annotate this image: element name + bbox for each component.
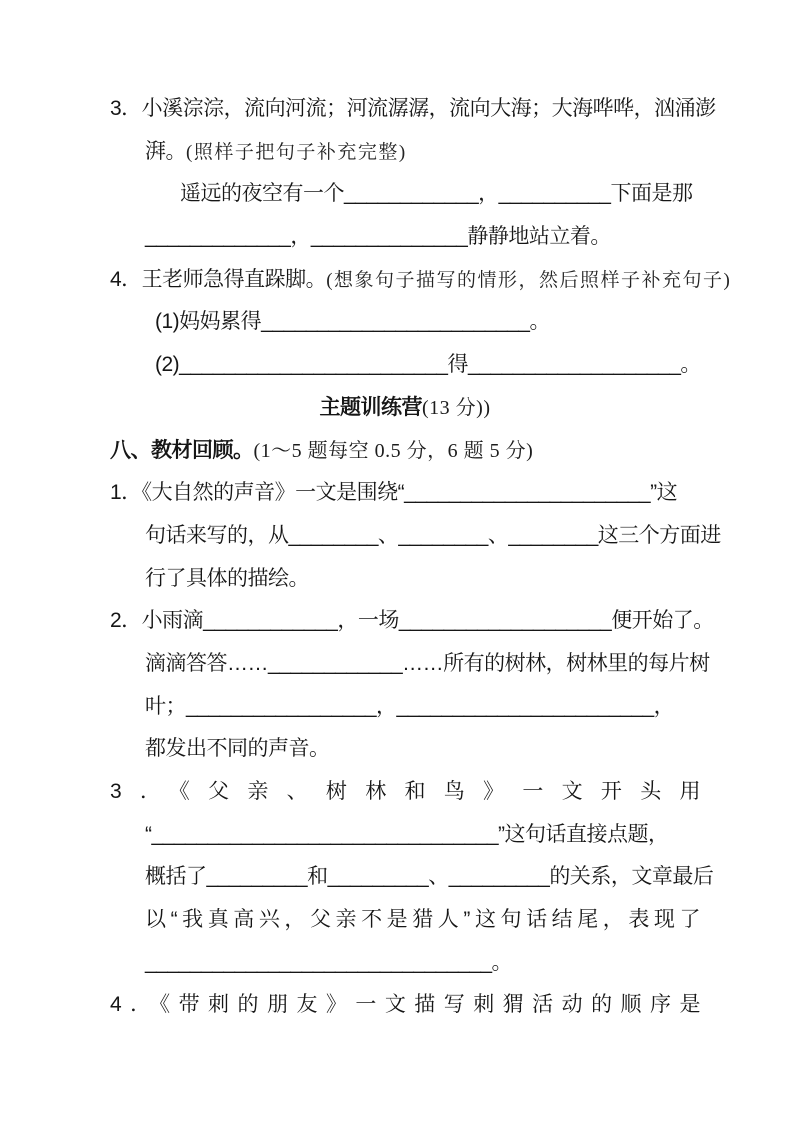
line-text: 4．《带刺的朋友》一文描写刺猬活动的顺序是 — [110, 993, 700, 1017]
instruction-hint: (想象句子描写的情形，然后照样子补充句子) — [326, 269, 732, 291]
line-text: 概括了_________和_________、_________的关系，文章最后 — [145, 865, 714, 889]
q3-fill-line2 — [110, 216, 700, 259]
q4-sub1 — [110, 301, 700, 344]
s8-q2-line1 — [110, 600, 714, 643]
s8-q3-line5 — [110, 942, 700, 985]
s8-q2-line4 — [110, 728, 700, 771]
q3-stem-line2 — [110, 131, 700, 174]
q3-fill-line1 — [110, 173, 700, 216]
heading-score: (13 分)) — [422, 396, 491, 419]
line-text: 湃。 — [145, 139, 186, 163]
line-text: 叶；_________________，_______________________， — [145, 694, 675, 718]
s8-q3-line1 — [110, 771, 700, 814]
line-text: 2．小雨滴____________，一场___________________便开始了。 — [110, 609, 714, 633]
line-text: 句话来写的，从________、________、________这三个方面进 — [145, 523, 721, 547]
line-text: 3．小溪淙淙，流向河流；河流潺潺，流向大海；大海哗哗，汹涌澎 — [110, 97, 716, 120]
line-text: 滴滴答答……____________……所有的树林，树林里的每片树 — [145, 651, 710, 675]
line-text: 以“我真高兴，父亲不是猎人”这句话结尾，表现了 — [145, 908, 700, 932]
worksheet-content — [110, 88, 732, 1027]
section8-heading — [110, 430, 700, 473]
s8-q2-line2 — [110, 643, 710, 686]
s8-q2-line3 — [110, 686, 700, 729]
line-text: (2)________________________得___________________。 — [155, 353, 701, 377]
s8-q1-line1 — [110, 472, 700, 515]
line-text: “_______________________________”这句话直接点题， — [145, 822, 669, 846]
s8-q4-line1 — [110, 984, 700, 1027]
line-text: 行了具体的描绘。 — [145, 566, 309, 590]
line-text: _____________，______________静静地站立着。 — [145, 225, 611, 249]
q4-stem — [110, 259, 732, 302]
s8-q1-line3 — [110, 558, 700, 601]
s8-q3-line2 — [110, 814, 700, 857]
line-text: 4．王老师急得直跺脚。 — [110, 267, 327, 291]
heading-text: 主题训练营 — [319, 395, 422, 419]
section-title: 八、教材回顾。 — [110, 438, 254, 462]
theme-training-heading — [110, 387, 700, 430]
line-text: _______________________________。 — [145, 950, 513, 974]
s8-q1-line2 — [110, 515, 721, 558]
q4-sub2 — [110, 344, 700, 387]
line-text: 3．《父亲、树林和鸟》一文开头用 — [110, 780, 700, 803]
line-text: (1)妈妈累得________________________。 — [155, 310, 550, 334]
line-text: 遥远的夜空有一个____________，__________下面是那 — [180, 182, 693, 206]
line-text: 都发出不同的声音。 — [145, 737, 330, 761]
instruction-hint: (照样子把句子补充完整) — [186, 141, 407, 163]
section-score: (1～5 题每空 0.5 分，6 题 5 分) — [253, 439, 534, 462]
line-text: 1．《大自然的声音》一文是围绕“______________________”这 — [110, 481, 678, 505]
s8-q3-line3 — [110, 856, 714, 899]
q3-stem-line1 — [110, 88, 716, 131]
s8-q3-line4 — [110, 899, 700, 942]
